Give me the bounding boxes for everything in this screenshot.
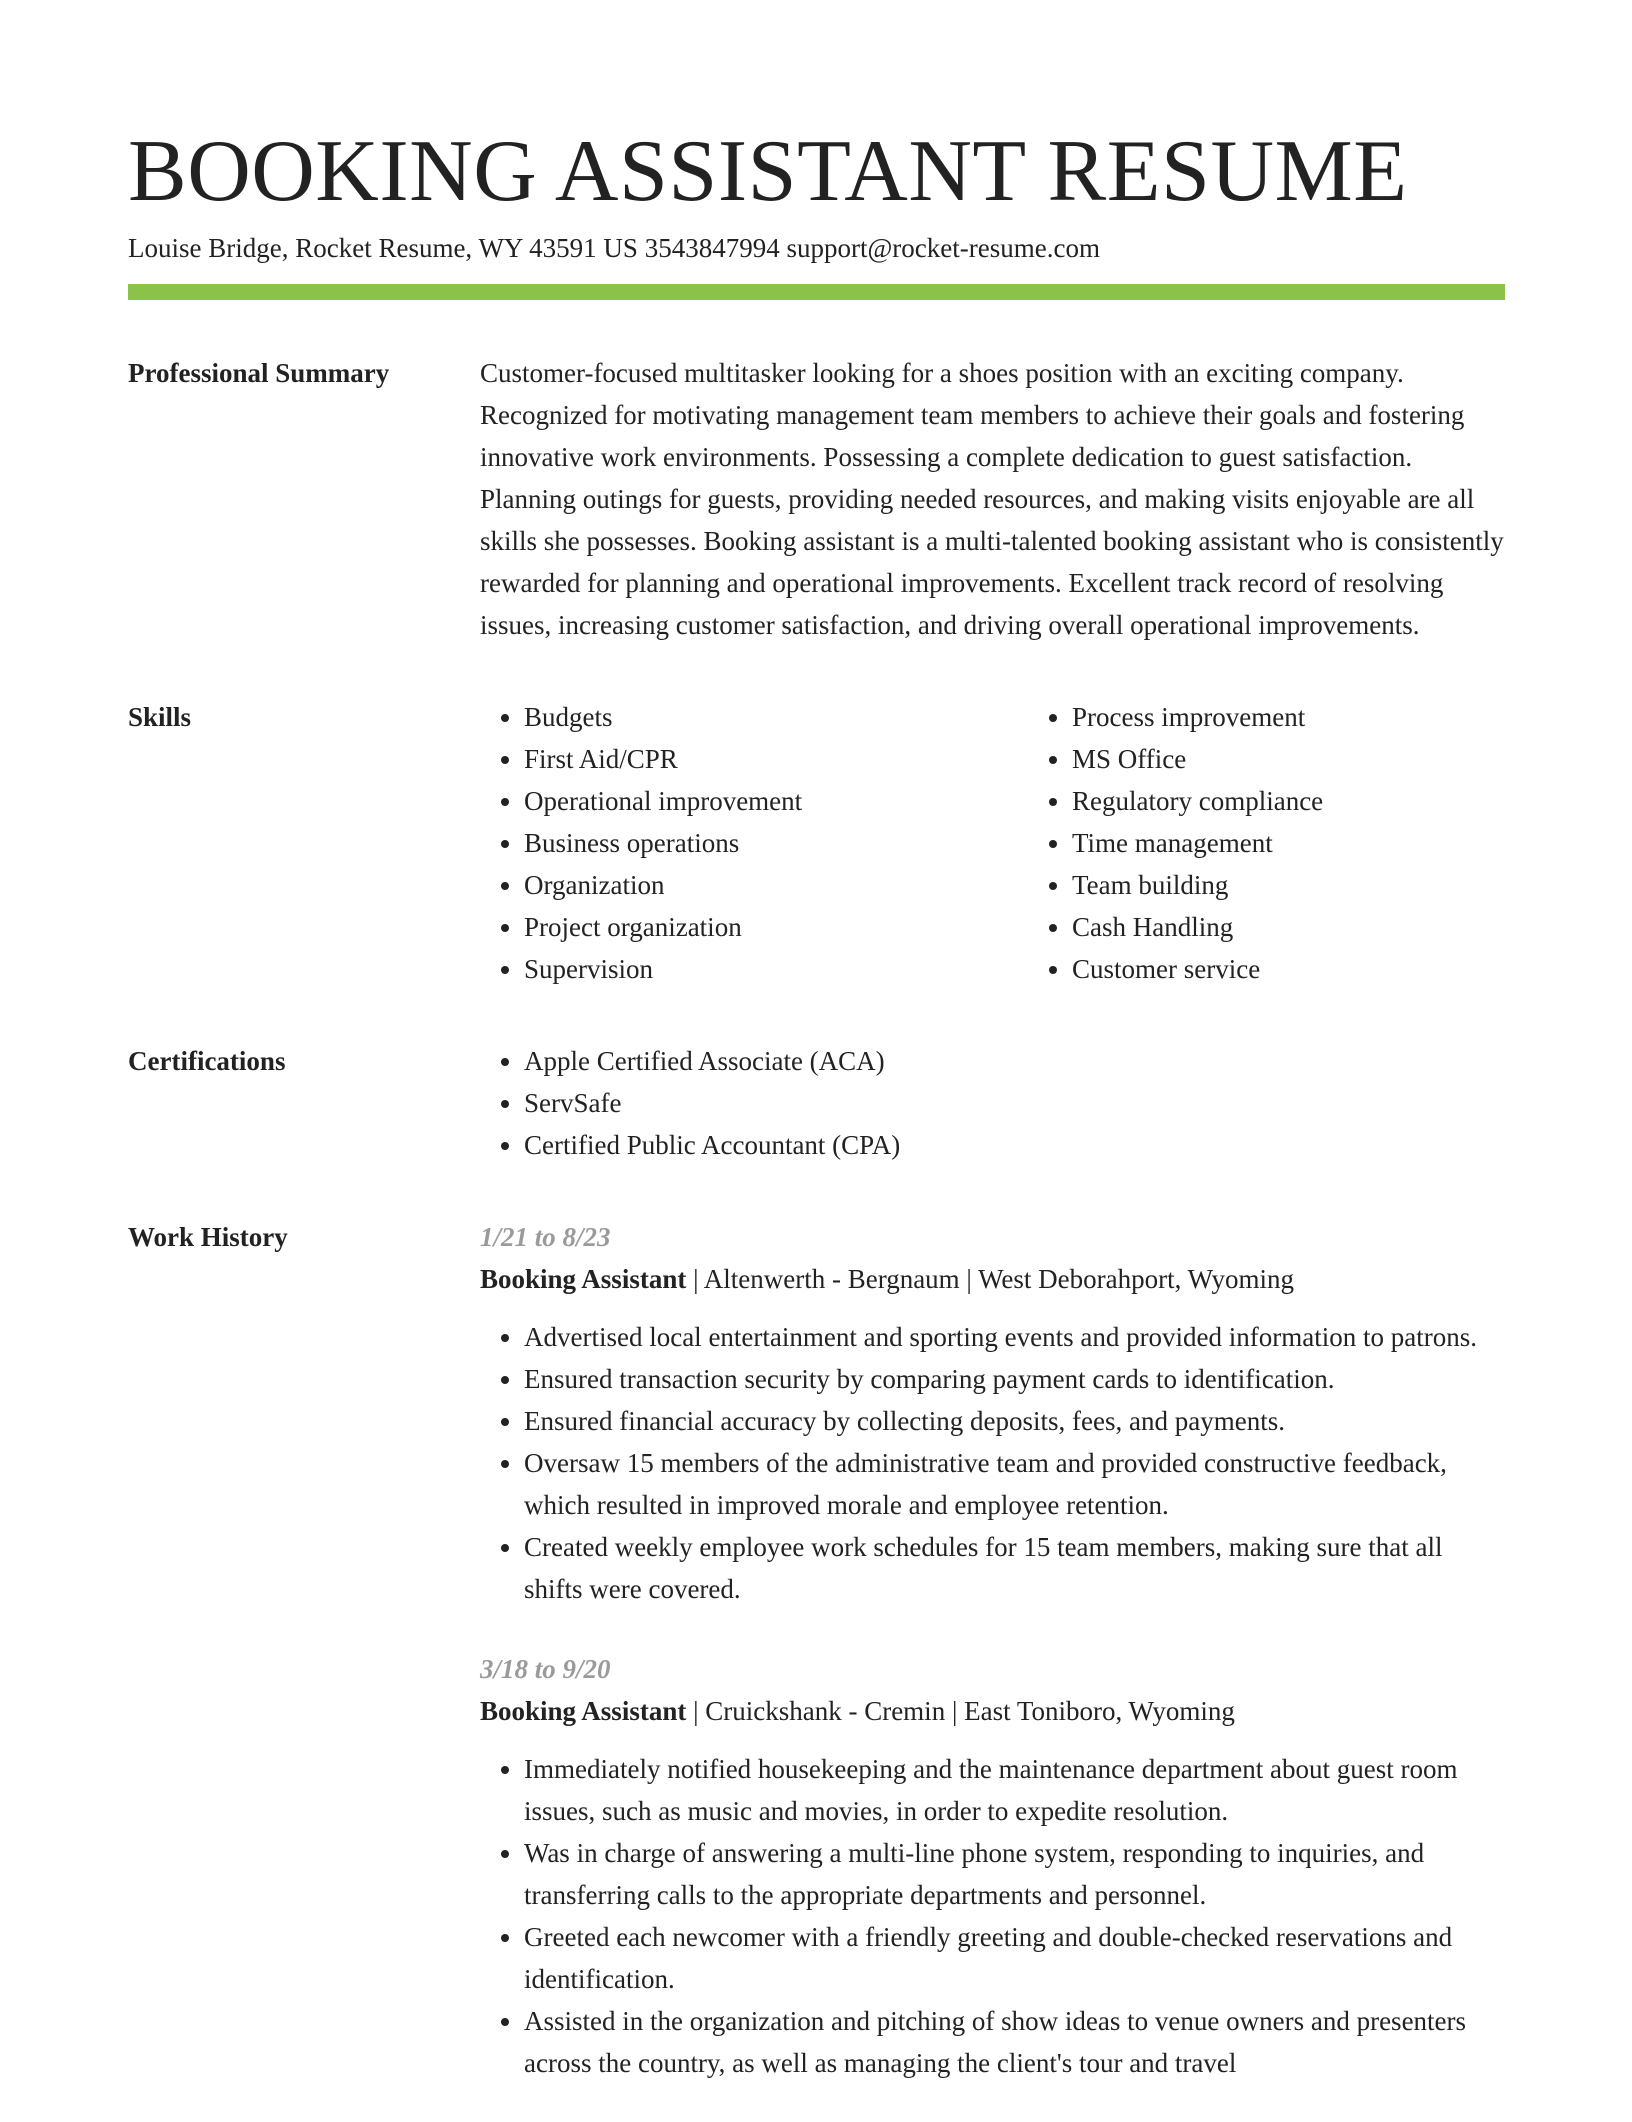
- summary-text: Customer-focused multitasker looking for a shoes position with an exciting company. Recognized for motivating management team members to achieve their goals and fostering innovative work environments. Possessing a complete dedication to guest satisfaction. Planning outings for guests, providing needed resources, and making visits enjoyable are all skills she possesses. Booking assistant is a multi-talented booking assistant who is consistently rewarded for planning and operational improvements. Excellent track record of resolving issues, increasing customer satisfaction, and driving overall operational improvements.: [480, 358, 1504, 640]
- skills-list-left: [480, 696, 1028, 990]
- skills-list-right: [1028, 696, 1323, 990]
- skills-heading: Skills: [128, 702, 192, 732]
- job-entry: [480, 1648, 1505, 2084]
- job-heading: [480, 1258, 1505, 1300]
- contact-line: Louise Bridge, Rocket Resume, WY 43591 US 3543847994 support@rocket-resume.com: [128, 233, 1100, 263]
- job-bullet: • Created weekly employee work schedules for 15 team members, making sure that all shifts were covered.: [524, 1526, 1505, 1610]
- job-bullet: • Was in charge of answering a multi-line phone system, responding to inquiries, and transferring calls to the appropriate departments and personnel.: [524, 1832, 1505, 1916]
- job-dates: 1/21 to 8/23: [480, 1222, 611, 1252]
- summary-section: [128, 352, 1505, 646]
- job-bullet: • Ensured financial accuracy by collecting deposits, fees, and payments.: [524, 1400, 1505, 1442]
- accent-divider: [128, 284, 1505, 300]
- certifications-list: [480, 1040, 1505, 1166]
- job-bullet: • Ensured transaction security by comparing payment cards to identification.: [524, 1358, 1505, 1400]
- job-bullets: [480, 1316, 1505, 1610]
- skill-item: • Operational improvement: [524, 780, 1028, 822]
- job-bullet: • Advertised local entertainment and sporting events and provided information to patrons.: [524, 1316, 1505, 1358]
- certification-item: • Certified Public Accountant (CPA): [524, 1124, 1505, 1166]
- skill-item: • First Aid/CPR: [524, 738, 1028, 780]
- certification-item: • ServSafe: [524, 1082, 1505, 1124]
- job-heading: [480, 1690, 1505, 1732]
- skill-item: • Cash Handling: [1072, 906, 1323, 948]
- skill-item: • Time management: [1072, 822, 1323, 864]
- skill-item: • Customer service: [1072, 948, 1323, 990]
- work-history-section: [128, 1216, 1505, 2122]
- resume-title: BOOKING ASSISTANT RESUME: [128, 123, 1408, 220]
- skill-item: • Supervision: [524, 948, 1028, 990]
- job-title: Booking Assistant: [480, 1696, 687, 1726]
- job-bullet: • Greeted each newcomer with a friendly greeting and double-checked reservations and identification.: [524, 1916, 1505, 2000]
- certification-item: • Apple Certified Associate (ACA): [524, 1040, 1505, 1082]
- skill-item: • Regulatory compliance: [1072, 780, 1323, 822]
- work-history-heading: Work History: [128, 1222, 288, 1252]
- skill-item: • Team building: [1072, 864, 1323, 906]
- job-bullet: • Immediately notified housekeeping and the maintenance department about guest room issues, such as music and movies, in order to expedite resolution.: [524, 1748, 1505, 1832]
- certifications-heading: Certifications: [128, 1046, 286, 1076]
- job-bullet: • Assisted in the organization and pitching of show ideas to venue owners and presenters across the country, as well as managing the client's tour and travel: [524, 2000, 1505, 2084]
- skill-item: • Organization: [524, 864, 1028, 906]
- job-entry: [480, 1216, 1505, 1610]
- skills-section: [128, 696, 1505, 990]
- skill-item: • MS Office: [1072, 738, 1323, 780]
- skill-item: • Budgets: [524, 696, 1028, 738]
- summary-heading: Professional Summary: [128, 358, 390, 388]
- job-dates: 3/18 to 9/20: [480, 1654, 611, 1684]
- job-bullets: [480, 1748, 1505, 2084]
- skill-item: • Process improvement: [1072, 696, 1323, 738]
- job-details: | Cruickshank - Cremin | East Toniboro, Wyoming: [686, 1696, 1235, 1726]
- job-bullet: • Oversaw 15 members of the administrative team and provided constructive feedback, which resulted in improved morale and employee retention.: [524, 1442, 1505, 1526]
- certifications-section: [128, 1040, 1505, 1166]
- skill-item: • Project organization: [524, 906, 1028, 948]
- skill-item: • Business operations: [524, 822, 1028, 864]
- job-title: Booking Assistant: [480, 1264, 687, 1294]
- job-details: | Altenwerth - Bergnaum | West Deborahport, Wyoming: [686, 1264, 1294, 1294]
- resume-page: [128, 122, 1505, 2122]
